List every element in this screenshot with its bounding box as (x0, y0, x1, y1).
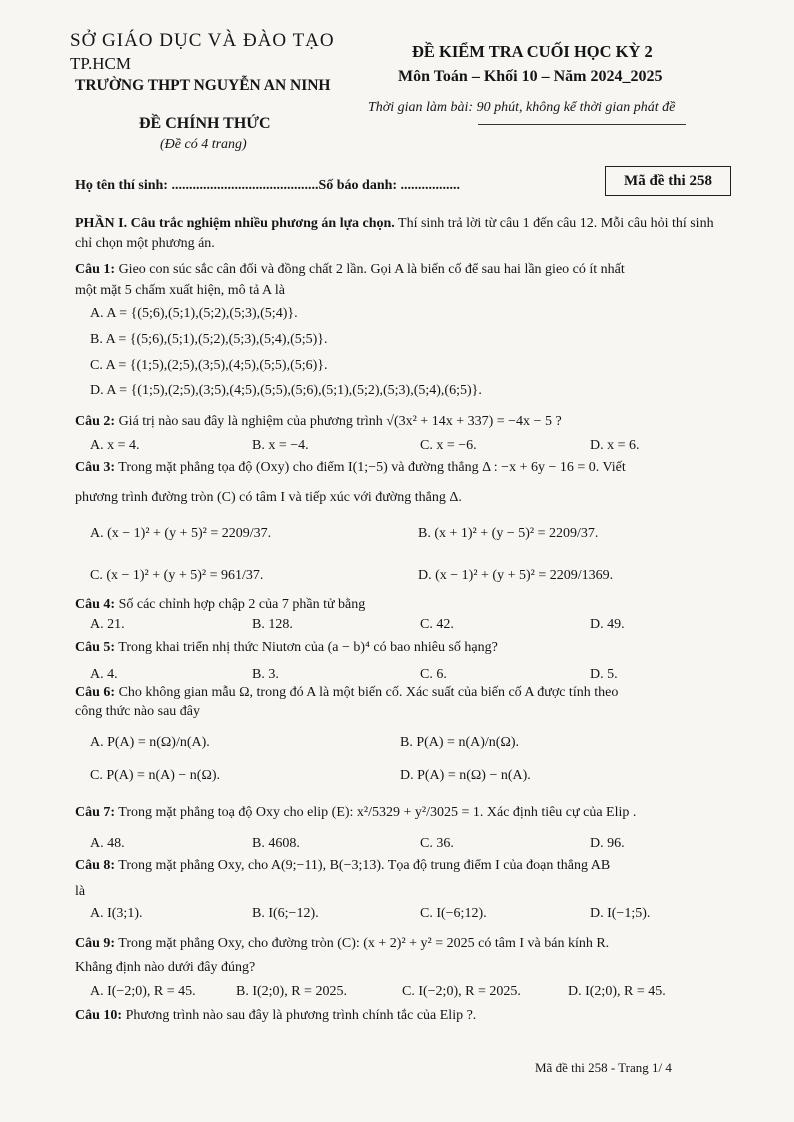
q9-option-a: A. I(−2;0), R = 45. (90, 984, 196, 999)
q3-option-b: B. (x + 1)² + (y − 5)² = 2209/37. (418, 526, 599, 541)
question-8 (75, 858, 610, 874)
question-text: Trong mặt phẳng Oxy, cho A(9;−11), B(−3;13). Tọa độ trung điểm I của đoạn thẳng AB (115, 858, 611, 873)
q4-option-b: B. 128. (252, 617, 293, 632)
q4-option-c: C. 42. (420, 617, 454, 632)
question-label: Câu 9: (75, 936, 116, 951)
exam-title: ĐỀ KIỂM TRA CUỐI HỌC KỲ 2 (412, 42, 653, 61)
exam-code-box (605, 166, 731, 196)
page-footer: Mã đề thi 258 - Trang 1/ 4 (535, 1060, 672, 1075)
question-label: Câu 10: (75, 1008, 123, 1023)
q1-option-d: D. A = {(1;5),(2;5),(3;5),(4;5),(5;5),(5;6),(5;1),(5;2),(5;3),(5;4),(6;5)}. (90, 383, 482, 398)
q7-option-c: C. 36. (420, 836, 454, 851)
question-text: Gieo con súc sắc cân đối và đồng chất 2 lần. Gọi A là biến cố để sau hai lần gieo có ít nhất (115, 262, 625, 277)
question-9-text-cont: Khẳng định nào dưới đây đúng? (75, 960, 256, 975)
q6-option-c: C. P(A) = n(A) − n(Ω). (90, 768, 221, 783)
question-10 (75, 1008, 476, 1024)
q3-option-c: C. (x − 1)² + (y + 5)² = 961/37. (90, 568, 264, 583)
part1-text: Thí sinh trả lời từ câu 1 đến câu 12. Mỗi câu hỏi thí sinh chỉ chọn một phương án. (75, 216, 714, 251)
q5-option-a: A. 4. (90, 667, 118, 682)
question-text: Trong mặt phẳng toạ độ Oxy cho elip (E): x²/5329 + y²/3025 = 1. Xác định tiêu cự của Elip . (115, 805, 637, 820)
question-6 (75, 685, 618, 701)
question-text: Trong khai triển nhị thức Niutơn của (a − b)⁴ có bao nhiêu số hạng? (115, 640, 498, 655)
question-label: Câu 3: (75, 460, 116, 475)
q7-option-a: A. 48. (90, 836, 125, 851)
q6-option-d: D. P(A) = n(Ω) − n(A). (400, 768, 531, 783)
part1-heading: PHẦN I. Câu trắc nghiệm nhiều phương án lựa chọn. (75, 216, 395, 231)
q8-option-a: A. I(3;1). (90, 906, 143, 921)
question-text: Số các chỉnh hợp chập 2 của 7 phần tử bằng (115, 597, 366, 612)
student-info-line: Họ tên thí sinh: ..........................................Số báo danh: ................. (75, 178, 461, 193)
q6-option-b: B. P(A) = n(A)/n(Ω). (400, 735, 520, 750)
question-text: Giá trị nào sau đây là nghiệm của phương trình √(3x² + 14x + 337) = −4x − 5 ? (115, 414, 562, 429)
q1-option-c: C. A = {(1;5),(2;5),(3;5),(4;5),(5;5),(5;6)}. (90, 358, 328, 373)
q8-option-b: B. I(6;−12). (252, 906, 319, 921)
q4-option-d: D. 49. (590, 617, 625, 632)
q2-option-c: C. x = −6. (420, 438, 477, 453)
question-label: Câu 7: (75, 805, 116, 820)
question-5 (75, 640, 498, 656)
q4-option-a: A. 21. (90, 617, 125, 632)
q9-option-b: B. I(2;0), R = 2025. (236, 984, 347, 999)
question-1-text-cont: một mặt 5 chấm xuất hiện, mô tả A là (75, 283, 285, 298)
q2-option-b: B. x = −4. (252, 438, 309, 453)
q3-option-d: D. (x − 1)² + (y + 5)² = 2209/1369. (418, 568, 614, 583)
question-text: Trong mặt phẳng Oxy, cho đường tròn (C): (x + 2)² + y² = 2025 có tâm I và bán kính R. (115, 936, 610, 951)
question-text: Trong mặt phẳng tọa độ (Oxy) cho điểm I(1;−5) và đường thẳng Δ : −x + 6y − 16 = 0. Viết (115, 460, 626, 475)
question-label: Câu 2: (75, 414, 116, 429)
q3-option-a: A. (x − 1)² + (y + 5)² = 2209/37. (90, 526, 272, 541)
question-text: Cho không gian mẫu Ω, trong đó A là một biến cố. Xác suất của biến cố A được tính theo (115, 685, 619, 700)
question-6-text-cont: công thức nào sau đây (75, 704, 200, 719)
question-label: Câu 8: (75, 858, 116, 873)
question-8-text-cont: là (75, 884, 86, 899)
q7-option-b: B. 4608. (252, 836, 300, 851)
q8-option-d: D. I(−1;5). (590, 906, 651, 921)
school-name: TRƯỜNG THPT NGUYỄN AN NINH (75, 77, 331, 94)
part1-instructions (75, 214, 715, 254)
question-3 (75, 460, 626, 476)
q5-option-d: D. 5. (590, 667, 618, 682)
question-3-text-cont: phương trình đường tròn (C) có tâm I và tiếp xúc với đường thẳng Δ. (75, 490, 462, 505)
q8-option-c: C. I(−6;12). (420, 906, 487, 921)
exam-timing: Thời gian làm bài: 90 phút, không kể thời gian phát đề (368, 100, 676, 115)
department-name: SỞ GIÁO DỤC VÀ ĐÀO TẠO (70, 30, 335, 51)
question-label: Câu 4: (75, 597, 116, 612)
question-7 (75, 805, 636, 821)
q9-option-c: C. I(−2;0), R = 2025. (402, 984, 521, 999)
q5-option-b: B. 3. (252, 667, 279, 682)
question-label: Câu 5: (75, 640, 116, 655)
exam-subject: Môn Toán – Khối 10 – Năm 2024_2025 (398, 68, 663, 85)
question-label: Câu 1: (75, 262, 116, 277)
q2-option-d: D. x = 6. (590, 438, 640, 453)
page-count-note: (Đề có 4 trang) (160, 137, 247, 152)
question-label: Câu 6: (75, 685, 116, 700)
question-text: Phương trình nào sau đây là phương trình chính tắc của Elip ?. (122, 1008, 477, 1023)
question-9 (75, 936, 609, 952)
question-1 (75, 262, 625, 278)
q6-option-a: A. P(A) = n(Ω)/n(A). (90, 735, 210, 750)
q9-option-d: D. I(2;0), R = 45. (568, 984, 666, 999)
question-4 (75, 597, 365, 613)
q1-option-b: B. A = {(5;6),(5;1),(5;2),(5;3),(5;4),(5;5)}. (90, 332, 328, 347)
question-2 (75, 414, 562, 430)
header-divider (478, 124, 686, 125)
q7-option-d: D. 96. (590, 836, 625, 851)
q1-option-a: A. A = {(5;6),(5;1),(5;2),(5;3),(5;4)}. (90, 306, 298, 321)
department-city: TP.HCM (70, 54, 131, 73)
q5-option-c: C. 6. (420, 667, 447, 682)
official-label: ĐỀ CHÍNH THỨC (139, 115, 271, 132)
exam-code: Mã đề thi 258 (624, 172, 712, 189)
q2-option-a: A. x = 4. (90, 438, 140, 453)
